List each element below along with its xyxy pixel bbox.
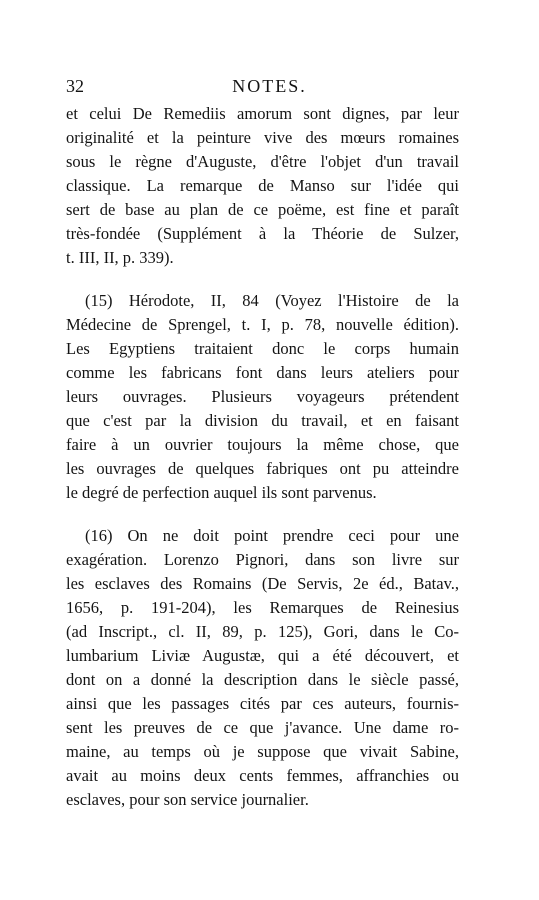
text-line: (15) Hérodote, II, 84 (Voyez l'Histoire de la [85,291,459,310]
page-header [66,76,473,100]
text-line: Médecine de Sprengel, t. I, p. 78, nouvelle édition). [66,315,459,334]
text-line: (16) On ne doit point prendre ceci pour une [85,526,459,545]
text-line: ainsi que les passages cités par ces auteurs, fournis- [66,694,459,713]
text-line: et celui De Remediis amorum sont dignes, par leur [66,104,459,123]
text-line: que c'est par la division du travail, et en faisant [66,411,459,430]
text-line: le degré de perfection auquel ils sont parvenus. [66,483,377,502]
text-line: leurs ouvrages. Plusieurs voyageurs prétendent [66,387,459,406]
text-line: les ouvrages de quelques fabriques ont pu atteindre [66,459,459,478]
text-line: 1656, p. 191-204), les Remarques de Reinesius [66,598,459,617]
text-line: maine, au temps où je suppose que vivait Sabine, [66,742,459,761]
text-line: esclaves, pour son service journalier. [66,790,309,809]
text-line: dont on a donné la description dans le siècle passé, [66,670,459,689]
text-line: sert de base au plan de ce poëme, est fine et paraît [66,200,459,219]
text-line: exagération. Lorenzo Pignori, dans son livre sur [66,550,459,569]
text-line: (ad Inscript., cl. II, 89, p. 125), Gori, dans le Co- [66,622,459,641]
text-line: comme les fabricans font dans leurs ateliers pour [66,363,459,382]
text-line: originalité et la peinture vive des mœurs romaines [66,128,459,147]
text-line: faire à un ouvrier toujours la même chose, que [66,435,459,454]
page-number: 32 [66,76,84,96]
text-line: très-fondée (Supplément à la Théorie de Sulzer, [66,224,459,243]
text-line: classique. La remarque de Manso sur l'idée qui [66,176,459,195]
text-line: sous le règne d'Auguste, d'être l'objet d'un travail [66,152,459,171]
text-line: Les Egyptiens traitaient donc le corps humain [66,339,459,358]
text-line: avait au moins deux cents femmes, affranchies ou [66,766,459,785]
text-line: les esclaves des Romains (De Servis, 2e éd., Batav., [66,574,459,593]
running-title: NOTES. [232,76,307,96]
text-line: sent les preuves de ce que j'avance. Une dame ro- [66,718,459,737]
text-line: t. III, II, p. 339). [66,248,174,267]
text-line: lumbarium Liviæ Augustæ, qui a été découvert, et [66,646,459,665]
